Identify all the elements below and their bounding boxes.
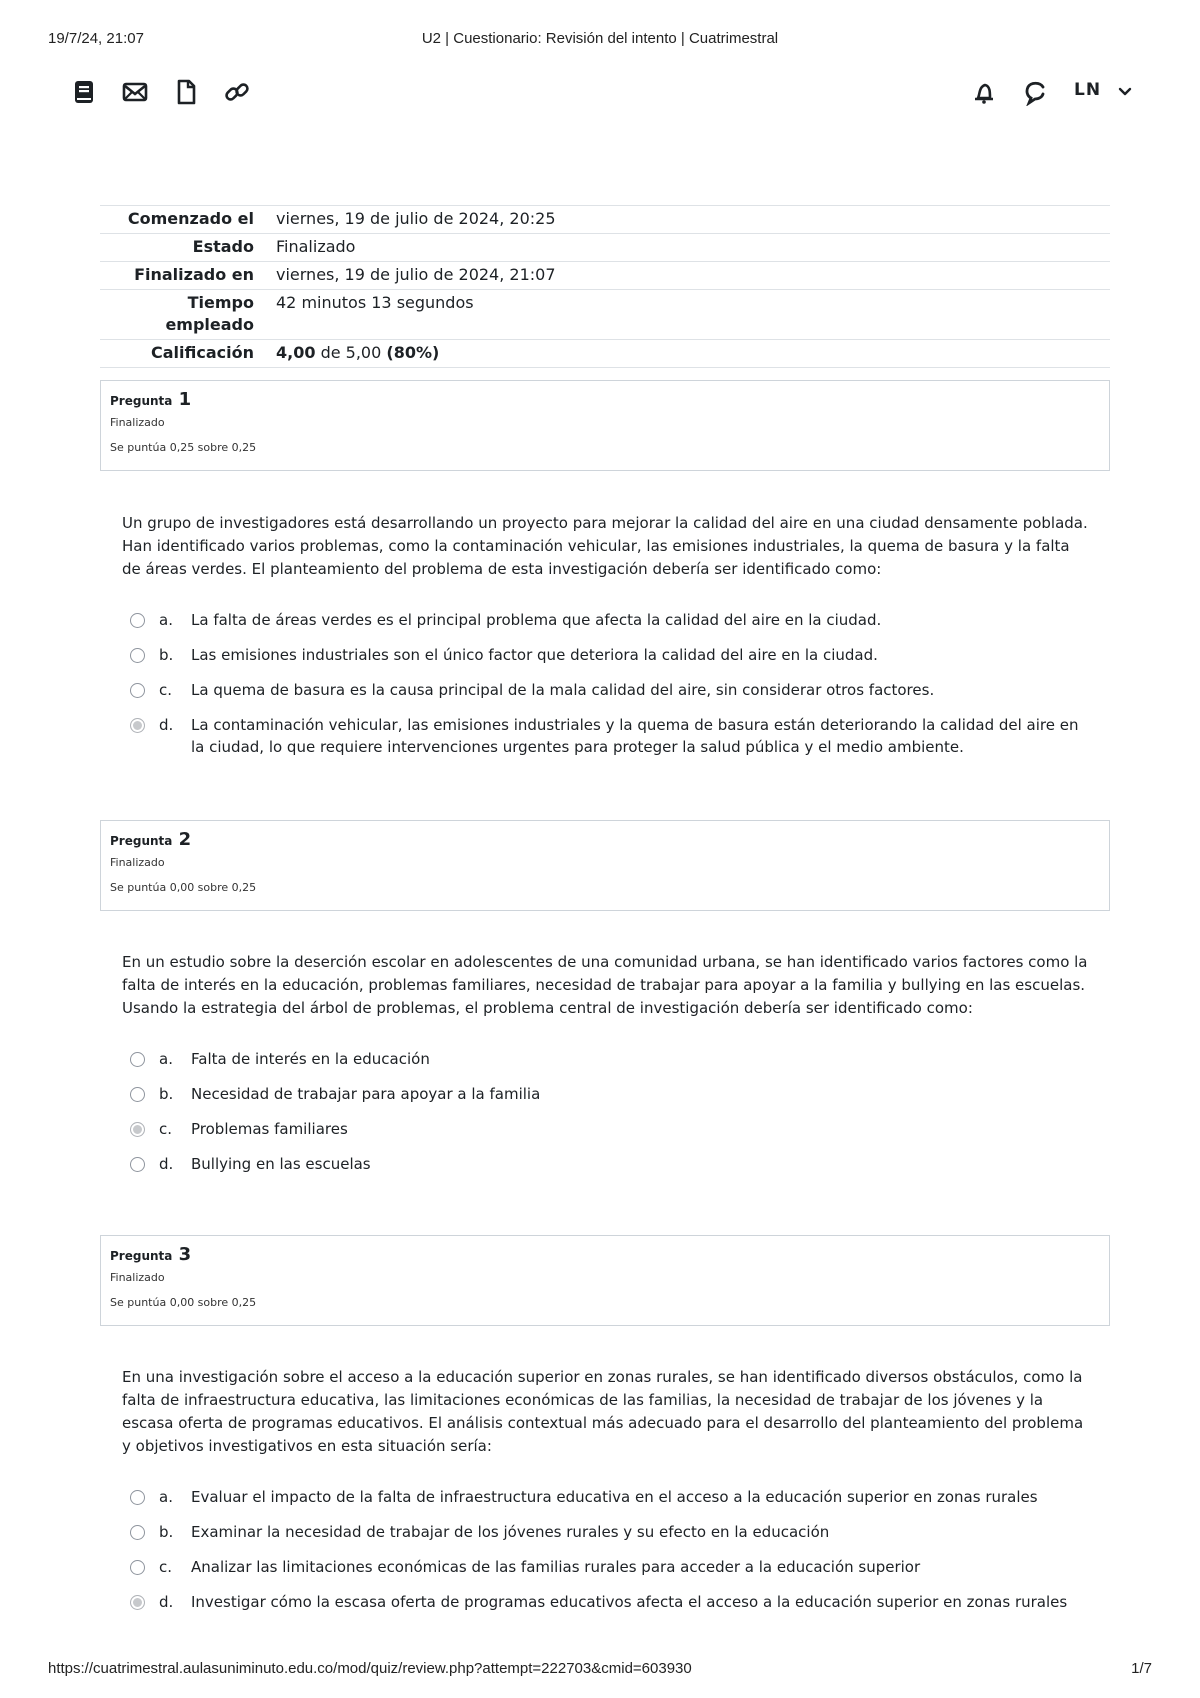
print-footer — [48, 1660, 1152, 1680]
radio-button[interactable] — [130, 1087, 145, 1102]
question-info-1 — [100, 380, 1110, 471]
radio-button[interactable] — [130, 1490, 145, 1505]
answer-letter: b. — [159, 1523, 174, 1541]
question-num: 2 — [178, 829, 192, 850]
question-number — [110, 829, 1100, 850]
summary-row-grade — [100, 340, 1110, 368]
question-label: Pregunta — [110, 834, 173, 848]
answer-text: Investigar cómo la escasa oferta de programas educativos afecta el acceso a la educación superior en zonas rurales — [191, 1593, 1068, 1611]
print-url: https://cuatrimestral.aulasuniminuto.edu.co/mod/quiz/review.php?attempt=222703&cmid=603930 — [48, 1660, 692, 1677]
summary-row-time — [100, 290, 1110, 340]
grade-score: 4,00 — [276, 343, 316, 362]
radio-button-selected[interactable] — [130, 718, 145, 733]
radio-button[interactable] — [130, 648, 145, 663]
summary-value: viernes, 19 de julio de 2024, 21:07 — [276, 265, 556, 284]
print-title: U2 | Cuestionario: Revisión del intento | Cuatrimestral — [421, 30, 779, 47]
answer-letter: a. — [159, 1488, 173, 1506]
answer-list — [130, 609, 1090, 771]
question-text: Un grupo de investigadores está desarrollando un proyecto para mejorar la calidad del aire en una ciudad densamente poblada. Han identificado varios problemas, como la contaminación vehicular, las emisiones industriales, la quema de basura y la falta de áreas verdes. El planteamiento del problema de esta investigación debería ser identificado como: — [122, 514, 1088, 578]
attempt-summary — [100, 205, 1110, 368]
radio-button[interactable] — [130, 1560, 145, 1575]
answer-letter: c. — [159, 1120, 173, 1138]
answer-option[interactable] — [130, 1083, 1090, 1105]
answer-letter: c. — [159, 1558, 173, 1576]
grade-percent: (80%) — [386, 343, 440, 362]
answer-letter: a. — [159, 611, 173, 629]
answer-option[interactable] — [130, 714, 1090, 758]
answer-list — [130, 1048, 1090, 1188]
radio-button[interactable] — [130, 1157, 145, 1172]
chevron-down-icon[interactable] — [1115, 82, 1135, 102]
answer-text: La quema de basura es la causa principal de la mala calidad del aire, sin considerar otros factores. — [191, 681, 935, 699]
print-header — [48, 30, 1152, 50]
answer-letter: d. — [159, 1593, 174, 1611]
answer-option[interactable] — [130, 679, 1090, 701]
summary-row-started — [100, 206, 1110, 234]
summary-label: Estado — [192, 237, 254, 256]
mail-icon[interactable] — [119, 76, 151, 108]
answer-text: Las emisiones industriales son el único factor que deteriora la calidad del aire en la ciudad. — [191, 646, 878, 664]
question-num: 1 — [178, 389, 192, 410]
answer-text: Analizar las limitaciones económicas de las familias rurales para acceder a la educación superior — [191, 1558, 921, 1576]
answer-list — [130, 1486, 1090, 1626]
book-icon[interactable] — [68, 76, 100, 108]
radio-button[interactable] — [130, 683, 145, 698]
summary-label: Comenzado el — [127, 209, 254, 228]
user-initials[interactable]: LN — [1074, 80, 1102, 100]
question-info-3 — [100, 1235, 1110, 1326]
answer-option[interactable] — [130, 1118, 1090, 1140]
question-state: Finalizado — [110, 856, 165, 869]
grade-total: de 5,00 — [315, 343, 387, 362]
question-text: En una investigación sobre el acceso a la educación superior en zonas rurales, se han identificado diversos obstáculos, como la falta de infraestructura educativa, las limitaciones económicas de las familias, la necesidad de trabajar de los jóvenes y la escasa oferta de programas educativos. El análisis contextual más adecuado para el desarrollo del planteamiento del problema y objetivos investigativos en esta situación sería: — [122, 1368, 1084, 1455]
link-icon[interactable] — [221, 76, 253, 108]
question-grade: Se puntúa 0,00 sobre 0,25 — [110, 881, 257, 894]
summary-row-state — [100, 234, 1110, 262]
radio-button-selected[interactable] — [130, 1595, 145, 1610]
question-label: Pregunta — [110, 1249, 173, 1263]
answer-letter: b. — [159, 646, 174, 664]
question-number — [110, 1244, 1100, 1265]
summary-value: Finalizado — [276, 237, 356, 256]
answer-option[interactable] — [130, 609, 1090, 631]
answer-option[interactable] — [130, 644, 1090, 666]
radio-button[interactable] — [130, 613, 145, 628]
answer-text: Evaluar el impacto de la falta de infraestructura educativa en el acceso a la educación superior en zonas rurales — [191, 1488, 1038, 1506]
answer-letter: a. — [159, 1050, 173, 1068]
navbar — [0, 76, 1200, 116]
question-number — [110, 389, 1100, 410]
summary-label: Finalizado en — [134, 265, 254, 284]
summary-label: Tiempo empleado — [165, 293, 254, 334]
answer-text: Problemas familiares — [191, 1120, 348, 1138]
radio-button[interactable] — [130, 1525, 145, 1540]
question-grade: Se puntúa 0,25 sobre 0,25 — [110, 441, 257, 454]
summary-value: 42 minutos 13 segundos — [276, 293, 474, 312]
question-text: En un estudio sobre la deserción escolar en adolescentes de una comunidad urbana, se han identificado varios factores como la falta de interés en la educación, problemas familiares, necesidad de trabajar para apoyar a la familia y bullying en las escuelas. Usando la estrategia del árbol de problemas, el problema central de investigación debería ser identificado como: — [122, 953, 1088, 1017]
answer-letter: d. — [159, 1155, 174, 1173]
print-date: 19/7/24, 21:07 — [48, 30, 144, 47]
answer-option[interactable] — [130, 1486, 1090, 1508]
answer-text: La falta de áreas verdes es el principal problema que afecta la calidad del aire en la ciudad. — [191, 611, 882, 629]
answer-option[interactable] — [130, 1153, 1090, 1175]
answer-text: La contaminación vehicular, las emisiones industriales y la quema de basura están deteriorando la calidad del aire en la ciudad, lo que requiere intervenciones urgentes para proteger la salud pública y el medio ambiente. — [191, 716, 1079, 756]
summary-value — [272, 342, 1110, 364]
summary-label: Calificación — [151, 343, 254, 362]
question-label: Pregunta — [110, 394, 173, 408]
answer-option[interactable] — [130, 1521, 1090, 1543]
question-state: Finalizado — [110, 416, 165, 429]
chat-icon[interactable] — [1019, 76, 1051, 108]
question-num: 3 — [178, 1244, 192, 1265]
summary-value: viernes, 19 de julio de 2024, 20:25 — [276, 209, 556, 228]
answer-option[interactable] — [130, 1591, 1090, 1613]
radio-button-selected[interactable] — [130, 1122, 145, 1137]
answer-text: Examinar la necesidad de trabajar de los jóvenes rurales y su efecto en la educación — [191, 1523, 830, 1541]
question-state: Finalizado — [110, 1271, 165, 1284]
question-grade: Se puntúa 0,00 sobre 0,25 — [110, 1296, 257, 1309]
answer-option[interactable] — [130, 1048, 1090, 1070]
page-counter: 1/7 — [1131, 1660, 1152, 1677]
document-icon[interactable] — [170, 76, 202, 108]
answer-text: Necesidad de trabajar para apoyar a la familia — [191, 1085, 541, 1103]
answer-letter: b. — [159, 1085, 174, 1103]
answer-letter: d. — [159, 716, 174, 734]
bell-icon[interactable] — [968, 76, 1000, 108]
radio-button[interactable] — [130, 1052, 145, 1067]
answer-text: Falta de interés en la educación — [191, 1050, 430, 1068]
question-info-2 — [100, 820, 1110, 911]
summary-row-finished — [100, 262, 1110, 290]
answer-option[interactable] — [130, 1556, 1090, 1578]
answer-letter: c. — [159, 681, 173, 699]
answer-text: Bullying en las escuelas — [191, 1155, 371, 1173]
